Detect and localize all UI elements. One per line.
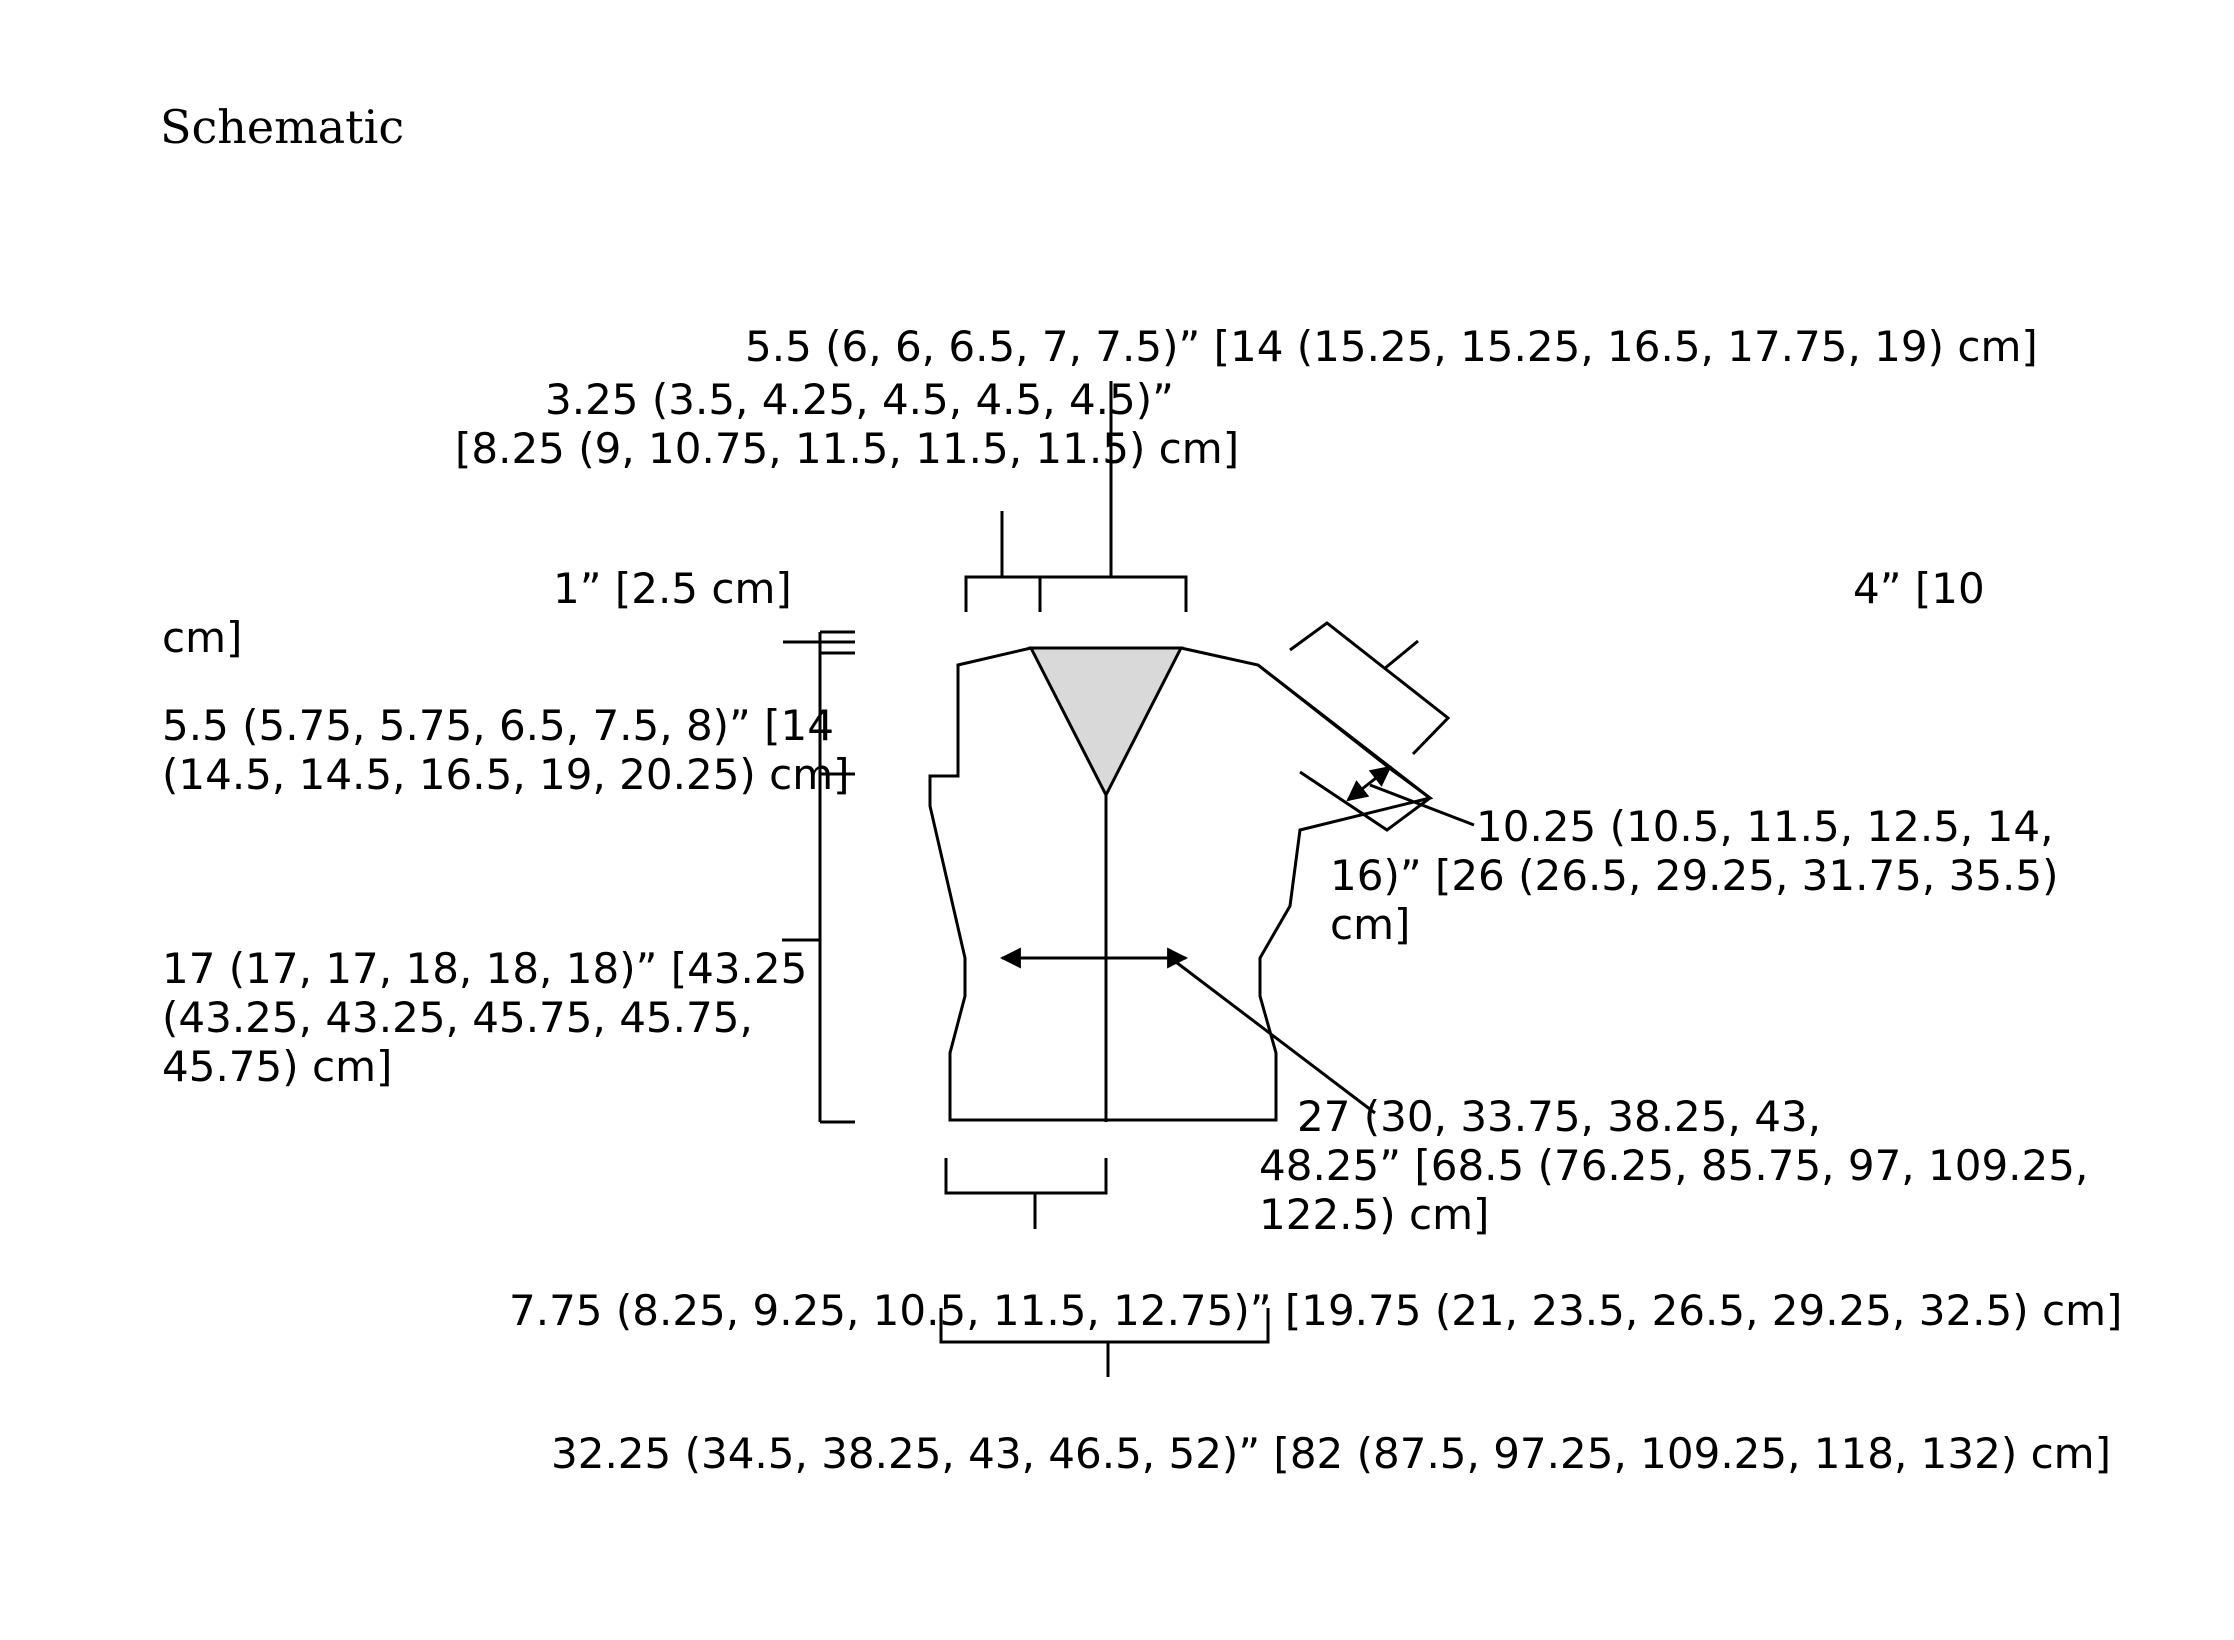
upper-arm-label-line2: 16)” [26 (26.5, 29.25, 31.75, 35.5) — [1330, 851, 2059, 900]
body-length-label-line2: (43.25, 43.25, 45.75, 45.75, — [162, 993, 753, 1042]
armhole-depth-label-line1: 5.5 (5.75, 5.75, 6.5, 7.5, 8)” [14 — [162, 701, 834, 750]
shoulder-drop-label: 1” [2.5 cm] — [553, 564, 792, 613]
upper-arm-arrow — [1348, 767, 1390, 800]
sleeve-length-label-line1: 4” [10 — [1853, 564, 1985, 613]
shoulder-neck-bracket — [966, 577, 1186, 612]
armhole-depth-label-line2: (14.5, 14.5, 16.5, 19, 20.25) cm] — [162, 750, 850, 799]
front-hem-bracket — [946, 1158, 1106, 1193]
waist-label-line1: 27 (30, 33.75, 38.25, 43, — [1297, 1092, 1821, 1141]
sleeve-length-bracket — [1290, 623, 1448, 754]
upper-arm-label-line1: 10.25 (10.5, 11.5, 12.5, 14, — [1476, 802, 2054, 851]
sleeve-length-label-line2: cm] — [162, 613, 243, 662]
upper-arm-label-line3: cm] — [1330, 900, 1411, 949]
waist-label-line3: 122.5) cm] — [1259, 1190, 1490, 1239]
body-length-label-line3: 45.75) cm] — [162, 1042, 393, 1091]
v-neck-opening — [1031, 648, 1181, 795]
shoulder-width-label-line2: [8.25 (9, 10.75, 11.5, 11.5, 11.5) cm] — [455, 424, 1240, 473]
front-hem-width-label: 7.75 (8.25, 9.25, 10.5, 11.5, 12.75)” [19.75 (21, 23.5, 26.5, 29.25, 32.5) cm] — [509, 1286, 2123, 1335]
back-neck-width-label: 5.5 (6, 6, 6.5, 7, 7.5)” [14 (15.25, 15.25, 16.5, 17.75, 19) cm] — [745, 322, 2038, 371]
shoulder-width-label-line1: 3.25 (3.5, 4.25, 4.5, 4.5, 4.5)” — [545, 375, 1174, 424]
hip-width-label: 32.25 (34.5, 38.25, 43, 46.5, 52)” [82 (87.5, 97.25, 109.25, 118, 132) cm] — [551, 1429, 2111, 1478]
page-title: Schematic — [160, 100, 405, 154]
waist-label-line2: 48.25” [68.5 (76.25, 85.75, 97, 109.25, — [1259, 1141, 2089, 1190]
body-length-label-line1: 17 (17, 17, 18, 18, 18)” [43.25 — [162, 944, 808, 993]
